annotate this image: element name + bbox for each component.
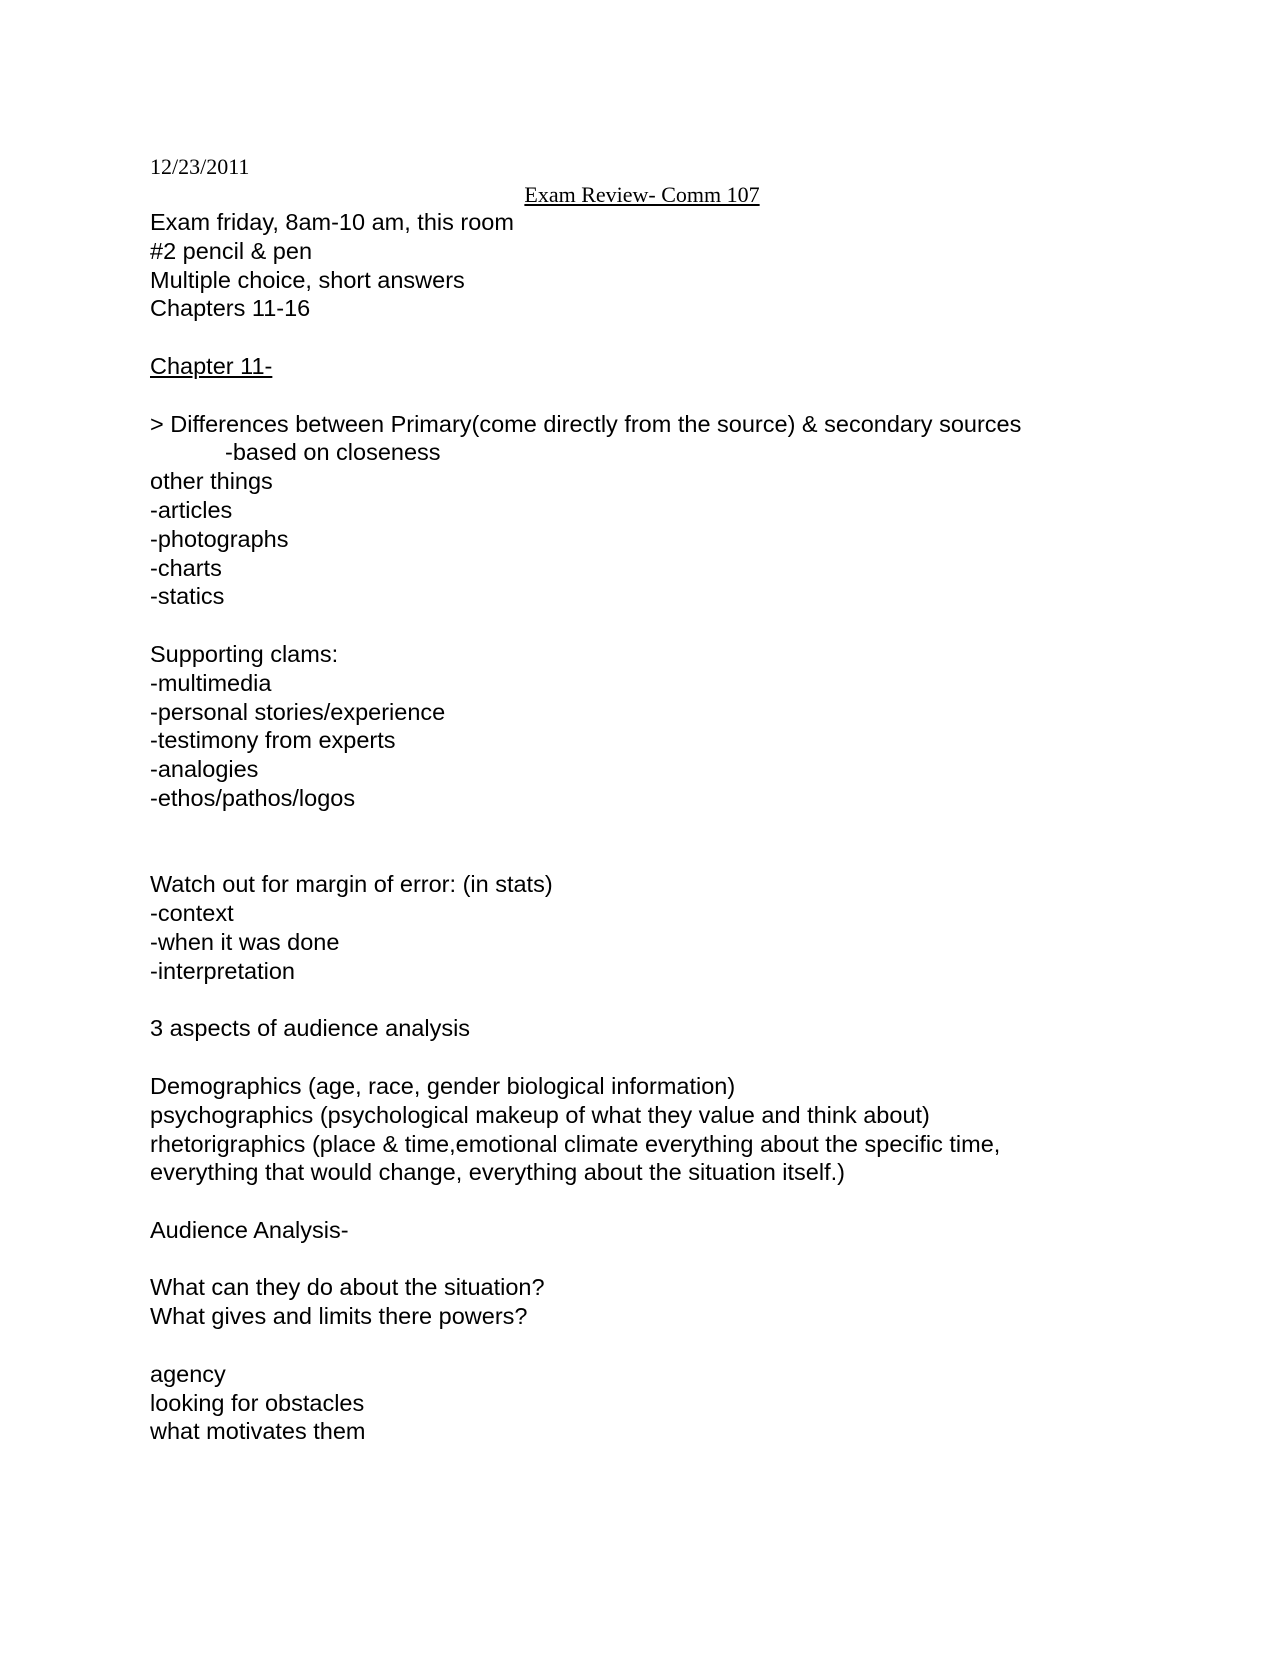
line-text: -charts [150, 554, 222, 581]
text-line [150, 669, 1150, 698]
blank-line [150, 1245, 1150, 1274]
document-date: 12/23/2011 [150, 154, 250, 179]
line-text: -personal stories/experience [150, 698, 446, 725]
line-text: rhetorigraphics (place & time,emotional climate everything about the specific time, [150, 1130, 1001, 1157]
line-text: -interpretation [150, 957, 295, 984]
line-text: #2 pencil & pen [150, 237, 313, 264]
text-line [150, 928, 1150, 957]
text-line [150, 640, 1150, 669]
line-text: -multimedia [150, 669, 272, 696]
line-text: What gives and limits there powers? [150, 1303, 528, 1330]
line-text: agency [150, 1360, 226, 1387]
line-text: -photographs [150, 525, 289, 552]
blank-line [150, 381, 1150, 410]
text-line [150, 554, 1150, 583]
line-text: Multiple choice, short answers [150, 266, 465, 293]
text-line [150, 525, 1150, 554]
text-line [150, 1273, 1150, 1302]
blank-line [150, 842, 1150, 871]
text-line [150, 237, 1150, 266]
text-line [150, 294, 1150, 323]
text-line [150, 352, 1150, 381]
blank-line [150, 986, 1150, 1015]
line-text: -articles [150, 496, 233, 523]
line-text: looking for obstacles [150, 1389, 365, 1416]
line-text: -testimony from experts [150, 727, 396, 754]
line-text: everything that would change, everything about the situation itself.) [150, 1159, 845, 1186]
line-text: Chapter 11- [150, 352, 273, 379]
line-text: -ethos/pathos/logos [150, 784, 356, 811]
line-text: Supporting clams: [150, 640, 339, 667]
line-text: > Differences between Primary(come directly from the source) & secondary sources [150, 410, 1022, 437]
blank-line [150, 1331, 1150, 1360]
line-text: -when it was done [150, 928, 340, 955]
line-text: Audience Analysis- [150, 1216, 349, 1243]
text-line [150, 467, 1150, 496]
text-line [150, 1072, 1150, 1101]
blank-line [150, 323, 1150, 352]
text-line [150, 784, 1150, 813]
line-text: -context [150, 900, 234, 927]
line-text: what motivates them [150, 1418, 366, 1445]
text-line [150, 496, 1150, 525]
line-text: other things [150, 468, 273, 495]
text-line [150, 870, 1150, 899]
text-line [150, 1101, 1150, 1130]
text-line [150, 1389, 1150, 1418]
line-text: Chapters 11-16 [150, 295, 311, 322]
line-text: What can they do about the situation? [150, 1274, 545, 1301]
document-title-text: Exam Review- Comm 107 [524, 182, 760, 207]
line-text: -statics [150, 583, 225, 610]
text-line [150, 410, 1150, 439]
text-line [150, 1417, 1150, 1446]
text-line [150, 582, 1150, 611]
text-line [150, 899, 1150, 928]
blank-line [150, 611, 1150, 640]
document-body [150, 208, 1150, 1446]
text-line [150, 1158, 1150, 1187]
text-line [150, 1130, 1150, 1159]
line-text: 3 aspects of audience analysis [150, 1015, 471, 1042]
text-line [150, 438, 1150, 467]
line-text: -based on closeness [225, 439, 441, 466]
text-line [150, 1360, 1150, 1389]
line-text: psychographics (psychological makeup of what they value and think about) [150, 1101, 930, 1128]
blank-line [150, 1043, 1150, 1072]
line-text: Demographics (age, race, gender biological information) [150, 1072, 736, 1099]
text-line [150, 208, 1150, 237]
line-text: -analogies [150, 756, 259, 783]
text-line [150, 957, 1150, 986]
line-text: Exam friday, 8am-10 am, this room [150, 209, 514, 235]
text-line [150, 1216, 1150, 1245]
text-line [150, 266, 1150, 295]
blank-line [150, 813, 1150, 842]
text-line [150, 1302, 1150, 1331]
text-line [150, 1014, 1150, 1043]
text-line [150, 726, 1150, 755]
text-line [150, 698, 1150, 727]
blank-line [150, 1187, 1150, 1216]
line-text: Watch out for margin of error: (in stats) [150, 871, 553, 898]
document-title [0, 181, 1280, 209]
text-line [150, 755, 1150, 784]
